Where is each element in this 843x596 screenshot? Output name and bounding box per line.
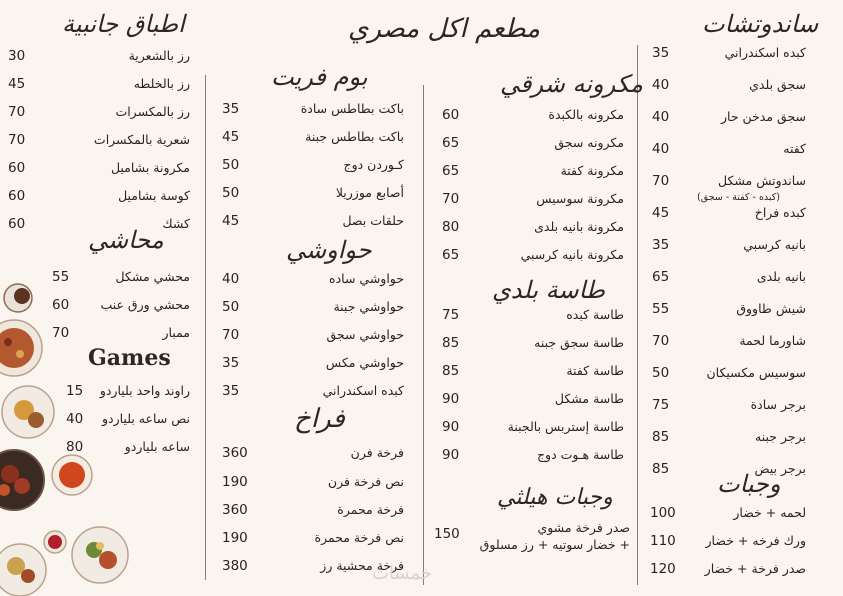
item-name: باكت بطاطس سادة [300, 101, 404, 116]
menu-item [8, 130, 190, 150]
item-name: ساندوتش مشكل [718, 173, 806, 188]
item-price: 360 [222, 502, 248, 518]
item-price: 60 [442, 107, 460, 123]
item-name: أصابع موزريلا [335, 185, 404, 200]
item-name-continued: + خضار سوتيه + رز مسلوق [479, 537, 630, 552]
section-title-sides: اطباق جانبية [62, 10, 185, 38]
section-title-macaroni: مكرونه شرقي [500, 70, 643, 98]
menu-item [222, 528, 404, 548]
section-title-tasa: طاسة بلدي [492, 276, 606, 304]
menu-item [650, 559, 806, 579]
item-price: 80 [66, 439, 84, 455]
item-note: (كبده - كفتة - سجق) [697, 192, 781, 203]
menu-item [442, 305, 624, 325]
menu-item [222, 353, 404, 373]
item-name: كبده اسكندراني [322, 383, 404, 398]
menu-item [442, 105, 624, 125]
column-divider [205, 75, 206, 580]
menu-item [442, 161, 624, 181]
item-name: فرخة محشية رز [320, 558, 404, 573]
menu-item [222, 211, 404, 231]
item-price: 30 [8, 48, 26, 64]
menu-item [8, 74, 190, 94]
item-price: 65 [442, 163, 460, 179]
item-price: 45 [222, 213, 240, 229]
item-price: 35 [222, 383, 240, 399]
item-price: 50 [222, 185, 240, 201]
item-price: 90 [442, 447, 460, 463]
item-name: طاسة سجق جبنه [534, 335, 624, 350]
menu-item [652, 139, 806, 159]
item-name: فرخة فرن [350, 445, 404, 460]
item-price: 150 [434, 526, 460, 542]
item-name: رز بالمكسرات [115, 104, 190, 119]
item-name: برجر سادة [750, 397, 806, 412]
menu-item [222, 297, 404, 317]
item-price: 35 [652, 237, 670, 253]
section-title-meals: وجبات [717, 470, 781, 498]
column-divider [637, 45, 638, 585]
menu-item [652, 363, 806, 383]
item-price: 85 [442, 335, 460, 351]
item-price: 65 [442, 247, 460, 263]
menu-item [442, 333, 624, 353]
item-price: 75 [652, 397, 670, 413]
item-name: شاورما لحمة [739, 333, 806, 348]
item-name: سوسيس مكسيكان [706, 365, 806, 380]
item-price: 70 [8, 132, 26, 148]
item-price: 70 [52, 325, 70, 341]
item-price: 70 [652, 173, 670, 189]
item-price: 70 [222, 327, 240, 343]
menu-item [652, 43, 806, 63]
item-price: 190 [222, 530, 248, 546]
menu-item [442, 389, 624, 409]
item-name: شعرية بالمكسرات [93, 132, 190, 147]
item-name: كشك [162, 216, 190, 231]
menu-item [222, 472, 404, 492]
menu-item [222, 155, 404, 175]
section-title-healthy: وجبات هيلثي [497, 485, 613, 510]
item-name: سجق بلدي [749, 77, 806, 92]
item-price: 55 [52, 269, 70, 285]
item-price: 75 [442, 307, 460, 323]
section-title-boom-fries: بوم فريت [271, 63, 368, 91]
menu-item [222, 500, 404, 520]
item-name: حواوشي جبنة [333, 299, 404, 314]
item-price: 35 [222, 355, 240, 371]
item-price: 85 [442, 363, 460, 379]
item-name: باكت بطاطس جبنة [305, 129, 404, 144]
item-price: 65 [652, 269, 670, 285]
item-price: 90 [442, 391, 460, 407]
item-price: 50 [222, 157, 240, 173]
cup-icon [44, 531, 66, 553]
item-name: كوسة بشاميل [118, 188, 190, 203]
item-price: 40 [222, 271, 240, 287]
item-price: 65 [442, 135, 460, 151]
item-price: 45 [652, 205, 670, 221]
column-divider [423, 85, 424, 585]
plate-icon [4, 284, 32, 312]
item-price: 80 [442, 219, 460, 235]
menu-item [222, 325, 404, 345]
item-price: 120 [650, 561, 676, 577]
item-name: صدر فرخة مشوي [537, 520, 630, 535]
item-price: 100 [650, 505, 676, 521]
item-name: كفته [783, 141, 806, 156]
item-name: ساعه بلياردو [124, 439, 190, 454]
item-name: سجق مدخن حار [721, 109, 806, 124]
menu-item [652, 171, 806, 191]
item-price: 50 [652, 365, 670, 381]
item-name: طاسة كبده [566, 307, 624, 322]
item-price: 40 [652, 109, 670, 125]
item-name: مكرونه بالكبدة [548, 107, 624, 122]
plate-icon [2, 386, 54, 438]
item-price: 50 [222, 299, 240, 315]
item-name: نص ساعه بلياردو [101, 411, 190, 426]
item-price: 380 [222, 558, 248, 574]
item-name: طاسة إستربس بالجبنة [507, 419, 624, 434]
bowl-icon [52, 455, 92, 495]
menu-item [442, 245, 624, 265]
menu-item-line2 [434, 535, 630, 555]
menu-item [8, 46, 190, 66]
item-price: 190 [222, 474, 248, 490]
item-name: حواوشي سجق [326, 327, 404, 342]
item-price: 45 [8, 76, 26, 92]
item-price: 40 [652, 141, 670, 157]
item-price: 60 [8, 216, 26, 232]
item-price: 55 [652, 301, 670, 317]
item-name: مكرونة بانيه بلدى [534, 219, 624, 234]
item-price: 70 [652, 333, 670, 349]
item-name: رز بالخلطه [133, 76, 190, 91]
menu-item [222, 269, 404, 289]
item-name: حواوشي مكس [325, 355, 404, 370]
menu-item [652, 331, 806, 351]
item-name: مكرونة بشاميل [110, 160, 190, 175]
item-price: 360 [222, 445, 248, 461]
menu-item [652, 267, 806, 287]
plate-icon [0, 544, 46, 596]
item-name: طاسة كفتة [566, 363, 624, 378]
menu-item [8, 102, 190, 122]
item-name: نص فرخة فرن [327, 474, 404, 489]
item-name: كـوردن دوج [343, 157, 404, 172]
item-name: كبده فراخ [754, 205, 806, 220]
item-name: مكرونة كفتة [560, 163, 624, 178]
watermark: خمسات [372, 563, 433, 584]
plate-icon [0, 320, 42, 376]
menu-item [652, 427, 806, 447]
menu-item [652, 107, 806, 127]
item-price: 110 [650, 533, 676, 549]
item-name: كبده اسكندراني [724, 45, 806, 60]
item-name: شيش طاووق [736, 301, 806, 316]
item-price: 70 [442, 191, 460, 207]
menu-item [222, 381, 404, 401]
item-name: طاسة مشكل [554, 391, 624, 406]
item-name: فرخة محمرة [337, 502, 404, 517]
item-price: 35 [652, 45, 670, 61]
item-name: مكرونة بانيه كرسبي [520, 247, 624, 262]
menu-item [652, 75, 806, 95]
item-name: بانيه بلدى [756, 269, 806, 284]
item-price: 60 [8, 188, 26, 204]
item-name: ممبار [162, 325, 190, 340]
menu-item [442, 445, 624, 465]
section-title-games: Games [88, 345, 171, 371]
menu-item [222, 183, 404, 203]
item-name: محشي ورق عنب [100, 297, 190, 312]
menu-item [222, 127, 404, 147]
menu-item [442, 217, 624, 237]
menu-item [650, 531, 806, 551]
item-name: حلقات بصل [342, 213, 404, 228]
item-name: ورك فرخه + خضار [705, 533, 806, 548]
item-price: 60 [8, 160, 26, 176]
item-name: برجر بيض [754, 461, 806, 476]
menu-item [8, 186, 190, 206]
section-title-sandwiches: ساندوتشات [702, 10, 819, 38]
menu-item [650, 503, 806, 523]
item-name: لحمه + خضار [733, 505, 806, 520]
menu-item [442, 189, 624, 209]
menu-item [8, 158, 190, 178]
item-price: 45 [222, 129, 240, 145]
item-name: رز بالشعرية [128, 48, 190, 63]
item-name: مكرونة سوسيس [536, 191, 624, 206]
item-name: نص فرخة محمرة [314, 530, 404, 545]
section-title-mahashi: محاشي [88, 226, 164, 254]
item-name: صدر فرخة + خضار [704, 561, 806, 576]
menu-item [222, 443, 404, 463]
item-price: 40 [66, 411, 84, 427]
menu-item [652, 203, 806, 223]
menu-item [442, 361, 624, 381]
food-illustration [0, 270, 135, 596]
menu-item [442, 417, 624, 437]
item-name: برجر جبنه [755, 429, 806, 444]
menu-item [652, 235, 806, 255]
item-price: 70 [8, 104, 26, 120]
item-name: بانيه كرسبي [743, 237, 806, 252]
item-name: حواوشي ساده [329, 271, 404, 286]
section-title-chicken: فراخ [294, 404, 345, 434]
item-name: طاسة هـوت دوج [536, 447, 624, 462]
menu-item [652, 395, 806, 415]
item-price: 35 [222, 101, 240, 117]
item-price: 85 [652, 461, 670, 477]
page-title: مطعم اكل مصري [348, 14, 541, 44]
item-price: 85 [652, 429, 670, 445]
plate-icon [0, 450, 44, 510]
section-title-hawawshi: حواوشي [286, 236, 372, 264]
item-name: مكرونه سجق [554, 135, 624, 150]
menu-item [652, 299, 806, 319]
item-price: 60 [52, 297, 70, 313]
item-name: راوند واحد بلياردو [99, 383, 190, 398]
item-price: 40 [652, 77, 670, 93]
item-price: 15 [66, 383, 84, 399]
plate-icon [72, 527, 128, 583]
item-name: محشي مشكل [115, 269, 190, 284]
menu-item [442, 133, 624, 153]
item-price: 90 [442, 419, 460, 435]
menu-item [222, 99, 404, 119]
